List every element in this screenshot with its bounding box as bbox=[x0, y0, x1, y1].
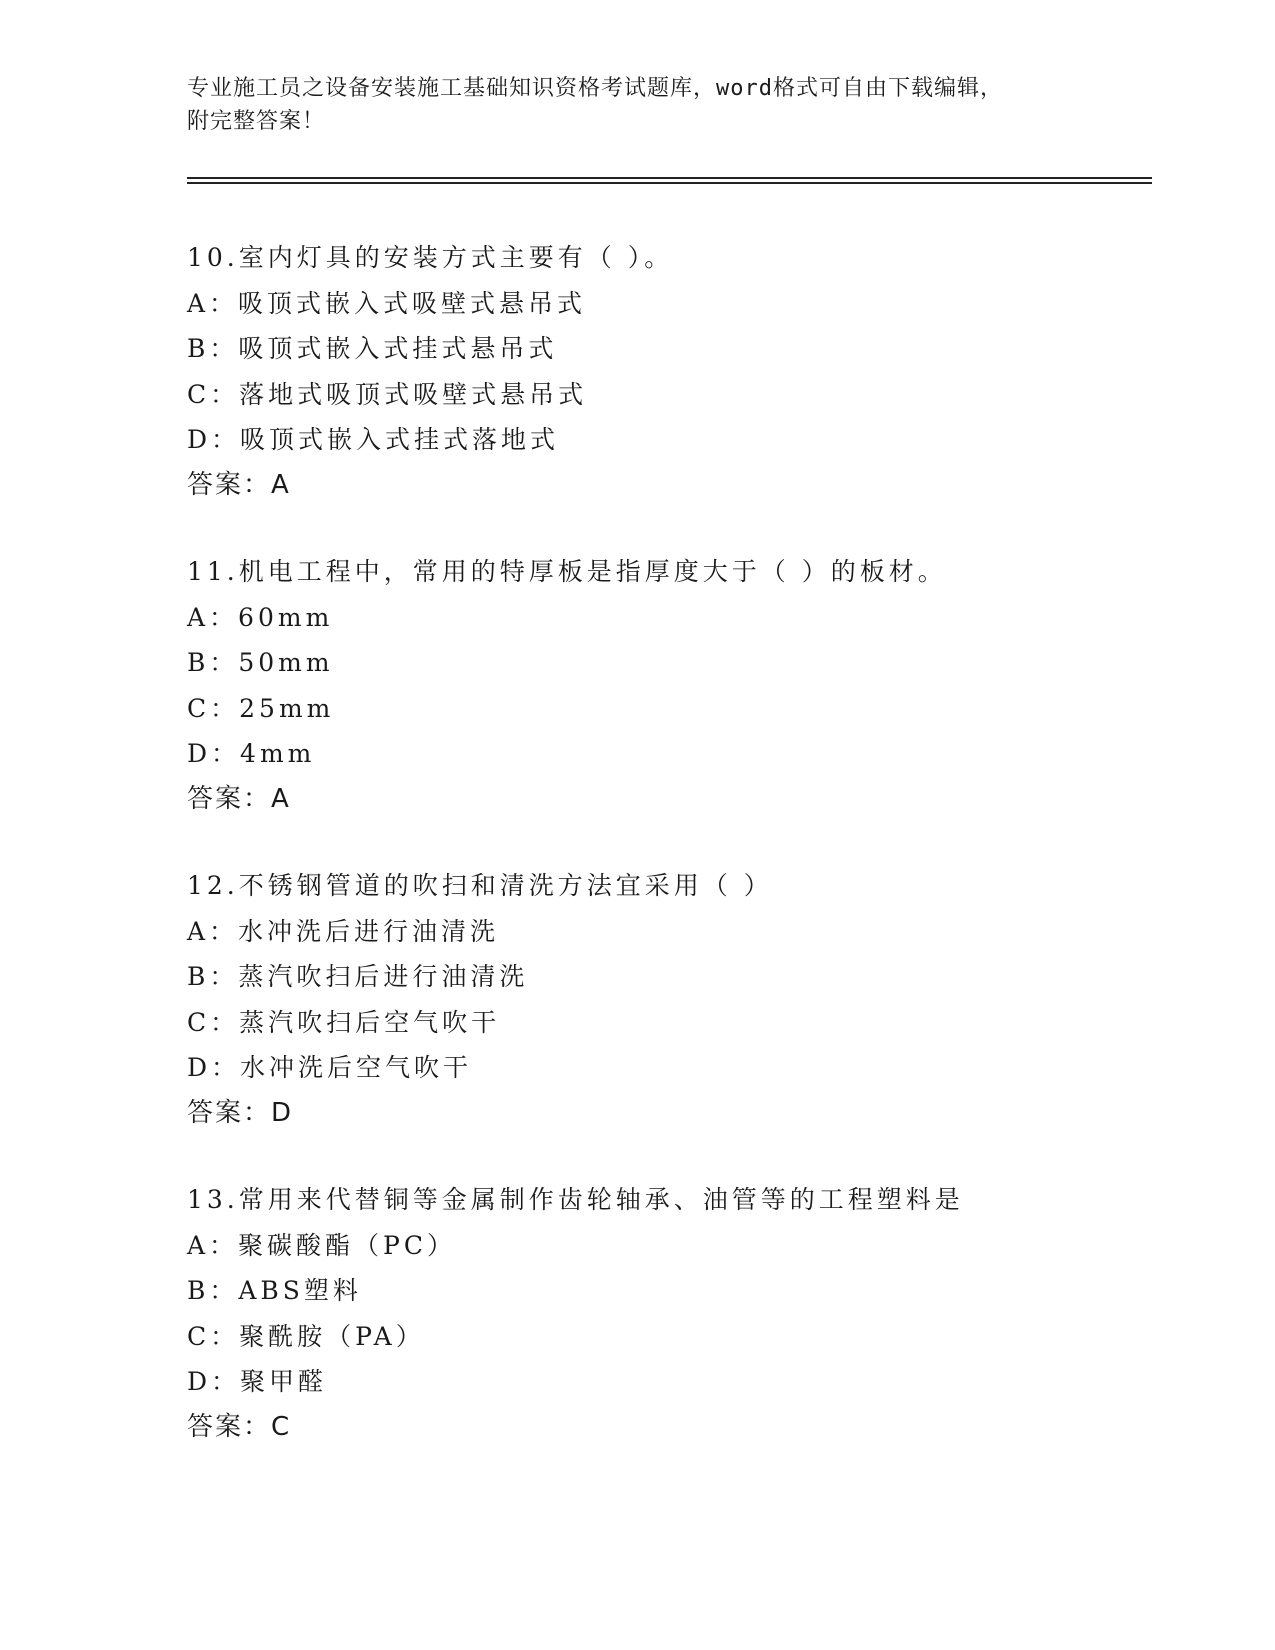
option-c: C：25mm bbox=[187, 693, 335, 723]
option-a: A：吸顶式嵌入式吸壁式悬吊式 bbox=[187, 288, 587, 318]
question-13 bbox=[187, 1177, 1152, 1450]
option-a: A：聚碳酸酯（PC） bbox=[187, 1230, 457, 1260]
document-header bbox=[187, 72, 1087, 138]
header-line-1: 专业施工员之设备安装施工基础知识资格考试题库，word格式可自由下载编辑， bbox=[187, 76, 1003, 101]
question-12 bbox=[187, 863, 1152, 1136]
option-d: D：聚甲醛 bbox=[187, 1367, 328, 1396]
option-a: A：60mm bbox=[187, 602, 334, 632]
option-d: D：吸顶式嵌入式挂式落地式 bbox=[187, 425, 560, 454]
question-10 bbox=[187, 235, 1152, 508]
option-b: B：ABS塑料 bbox=[187, 1276, 362, 1305]
option-b: B：吸顶式嵌入式挂式悬吊式 bbox=[187, 334, 558, 363]
option-b: B：50mm bbox=[187, 648, 334, 677]
option-c: C：蒸汽吹扫后空气吹干 bbox=[187, 1007, 501, 1037]
answer-label: 答案：D bbox=[187, 1097, 294, 1128]
answer-label: 答案：C bbox=[187, 1411, 292, 1442]
question-stem: 11.机电工程中，常用的特厚板是指厚度大于（ ）的板材。 bbox=[187, 557, 947, 586]
header-divider-top bbox=[187, 177, 1152, 179]
question-stem: 12.不锈钢管道的吹扫和清洗方法宜采用（ ） bbox=[187, 871, 773, 900]
question-stem: 13.常用来代替铜等金属制作齿轮轴承、油管等的工程塑料是 bbox=[187, 1185, 964, 1214]
header-divider-bottom bbox=[187, 182, 1152, 184]
answer-label: 答案：A bbox=[187, 469, 291, 500]
question-stem: 10.室内灯具的安装方式主要有（ ）。 bbox=[187, 243, 674, 272]
option-d: D：水冲洗后空气吹干 bbox=[187, 1053, 473, 1082]
option-c: C：落地式吸顶式吸壁式悬吊式 bbox=[187, 379, 588, 409]
question-11 bbox=[187, 549, 1152, 822]
option-d: D：4mm bbox=[187, 739, 316, 768]
question-list bbox=[187, 235, 1152, 1491]
answer-label: 答案：A bbox=[187, 783, 291, 814]
option-c: C：聚酰胺（PA） bbox=[187, 1321, 425, 1351]
header-line-2: 附完整答案！ bbox=[187, 109, 326, 134]
option-b: B：蒸汽吹扫后进行油清洗 bbox=[187, 962, 529, 991]
option-a: A：水冲洗后进行油清洗 bbox=[187, 916, 500, 946]
